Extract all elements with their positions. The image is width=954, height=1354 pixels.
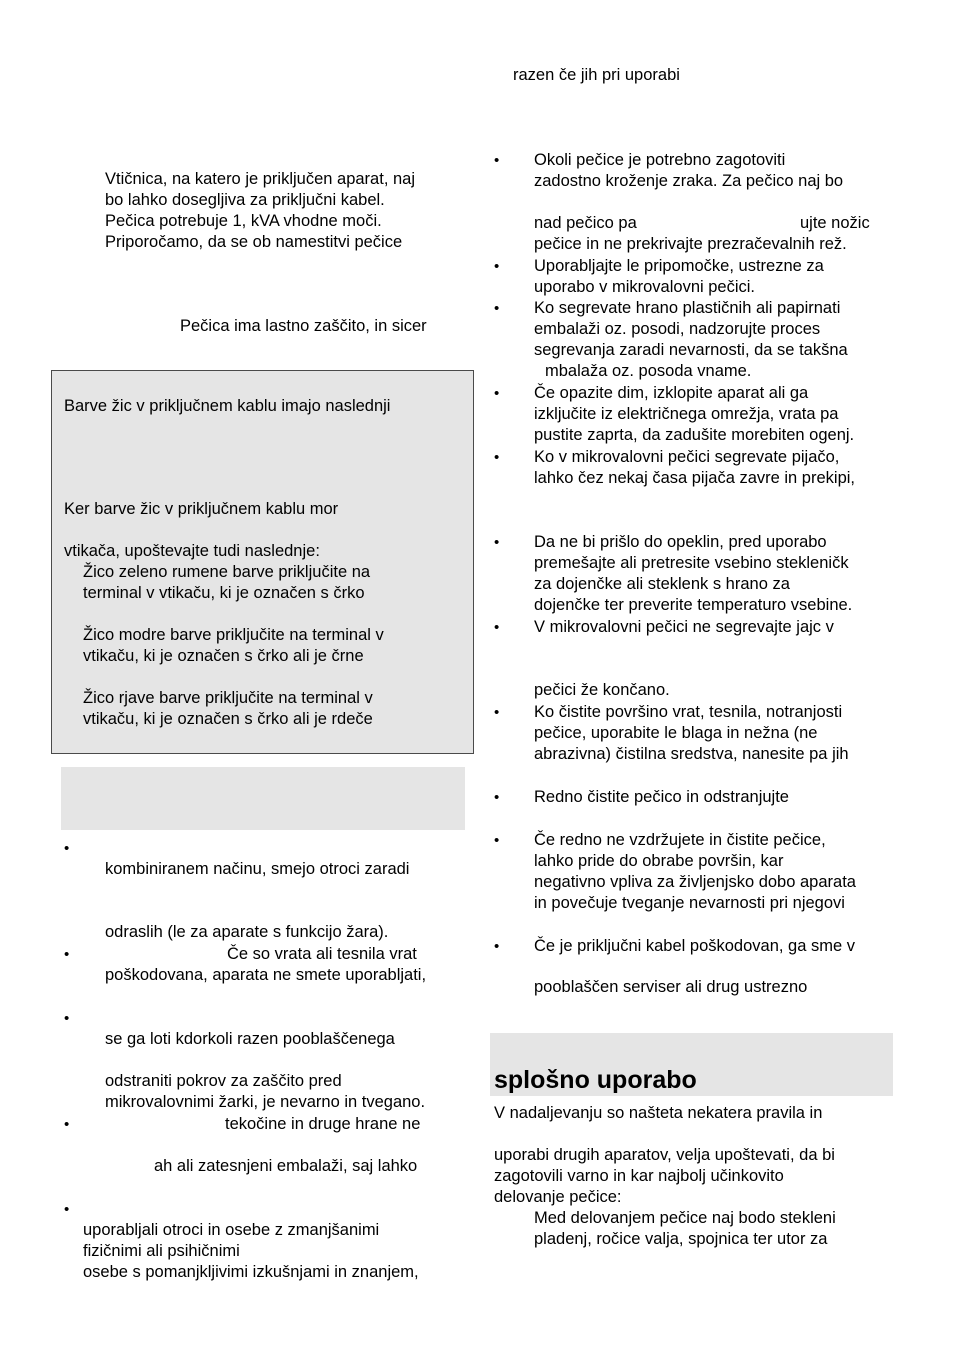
bullet: • bbox=[64, 840, 70, 857]
right-line: Da ne bi prišlo do opeklin, pred uporabo bbox=[534, 533, 827, 551]
right-line: ujte nožic bbox=[800, 214, 870, 232]
protection-line: Pečica ima lastno zaščito, in sicer bbox=[180, 317, 427, 335]
right-line: Redno čistite pečico in odstranjujte bbox=[534, 788, 789, 806]
bullet: • bbox=[64, 1116, 70, 1133]
bullet: • bbox=[64, 946, 70, 963]
safety-line: ah ali zatesnjeni embalaži, saj lahko bbox=[154, 1157, 418, 1175]
general-use-heading: splošno uporabo bbox=[494, 1066, 697, 1094]
intro-line: Pečica potrebuje 1, kVA vhodne moči. bbox=[105, 212, 382, 230]
bullet: • bbox=[494, 258, 500, 275]
safety-line: tekočine in druge hrane ne bbox=[225, 1115, 421, 1133]
general-line: Med delovanjem pečice naj bodo stekleni bbox=[534, 1209, 836, 1227]
intro-line: Priporočamo, da se ob namestitvi pečice bbox=[105, 233, 403, 251]
right-line: za dojenčke ali steklenk s hrano za bbox=[534, 575, 790, 593]
brown-wire-line: vtikaču, ki je označen s črko ali je rdeče bbox=[83, 710, 373, 728]
right-line: Okoli pečice je potrebno zagotoviti bbox=[534, 151, 786, 169]
general-line: delovanje pečice: bbox=[494, 1188, 622, 1206]
safety-line: mikrovalovnimi žarki, je nevarno in tvegano. bbox=[105, 1093, 426, 1111]
right-line: nad pečico pa bbox=[534, 214, 637, 232]
bullet: • bbox=[494, 385, 500, 402]
safety-line: se ga loti kdorkoli razen pooblaščenega bbox=[105, 1030, 395, 1048]
safety-line: poškodovana, aparata ne smete uporabljati, bbox=[105, 966, 427, 984]
right-line: pooblaščen serviser ali drug ustrezno bbox=[534, 978, 808, 996]
safety-line: osebe s pomanjkljivimi izkušnjami in znanjem, bbox=[83, 1263, 419, 1281]
right-line: lahko čez nekaj časa pijača zavre in prekipi, bbox=[534, 469, 856, 487]
right-line: Ko segrevate hrano plastičnih ali papirnati bbox=[534, 299, 841, 317]
bullet: • bbox=[494, 832, 500, 849]
bullet: • bbox=[494, 152, 500, 169]
general-line: pladenj, ročice valja, spojnica ter utor za bbox=[534, 1230, 828, 1248]
bullet: • bbox=[494, 789, 500, 806]
right-line: Ko čistite površino vrat, tesnila, notranjosti bbox=[534, 703, 843, 721]
bullet: • bbox=[494, 300, 500, 317]
bullet: • bbox=[494, 704, 500, 721]
intro-line: bo lahko dosegljiva za priključni kabel. bbox=[105, 191, 385, 209]
bullet: • bbox=[64, 1201, 70, 1218]
wire-box-line: Ker barve žic v priključnem kablu mor bbox=[64, 500, 339, 518]
right-line: pečice, uporabite le blaga in nežna (ne bbox=[534, 724, 818, 742]
right-line: premešajte ali pretresite vsebino stekleničk bbox=[534, 554, 849, 572]
right-line: segrevanja zaradi nevarnosti, da se takšna bbox=[534, 341, 848, 359]
right-line: in povečuje tveganje nevarnosti pri njegovi bbox=[534, 894, 845, 912]
right-line: Če redno ne vzdržujete in čistite pečice, bbox=[534, 831, 826, 849]
bullet: • bbox=[494, 534, 500, 551]
safety-line: uporabljali otroci in osebe z zmanjšanimi bbox=[83, 1221, 380, 1239]
right-line: zadostno kroženje zraka. Za pečico naj bo bbox=[534, 172, 844, 190]
right-line: embalaži oz. posodi, nadzorujte proces bbox=[534, 320, 821, 338]
green-wire-line: Žico zeleno rumene barve priključite na bbox=[83, 563, 371, 581]
safety-line: odstraniti pokrov za zaščito pred bbox=[105, 1072, 342, 1090]
bullet: • bbox=[64, 1010, 70, 1027]
brown-wire-line: Žico rjave barve priključite na terminal v bbox=[83, 689, 373, 707]
blue-wire-line: vtikaču, ki je označen s črko ali je črne bbox=[83, 647, 364, 665]
right-line: Če opazite dim, izklopite aparat ali ga bbox=[534, 384, 809, 402]
intro-line: Vtičnica, na katero je priključen aparat, naj bbox=[105, 170, 416, 188]
general-line: uporabi drugih aparatov, velja upoštevati, da bi bbox=[494, 1146, 835, 1164]
right-line: pustite zaprta, da zadušite morebiten ogenj. bbox=[534, 426, 855, 444]
bullet: • bbox=[494, 938, 500, 955]
wire-box-line: Barve žic v priključnem kablu imajo naslednji bbox=[64, 397, 391, 415]
right-line: pečici že končano. bbox=[534, 681, 670, 699]
wire-box-line: vtikača, upoštevajte tudi naslednje: bbox=[64, 542, 320, 560]
right-line: negativno vpliva za življenjsko dobo aparata bbox=[534, 873, 856, 891]
right-line: V mikrovalovni pečici ne segrevajte jajc v bbox=[534, 618, 834, 636]
general-line: zagotovili varno in kar najbolj učinkovito bbox=[494, 1167, 784, 1185]
right-line: pečice in ne prekrivajte prezračevalnih rež. bbox=[534, 235, 847, 253]
right-line: Uporabljajte le pripomočke, ustrezne za bbox=[534, 257, 824, 275]
right-top-line: razen če jih pri uporabi bbox=[513, 66, 680, 84]
safety-line: fizičnimi ali psihičnimi bbox=[83, 1242, 240, 1260]
green-wire-line: terminal v vtikaču, ki je označen s črko bbox=[83, 584, 365, 602]
safety-line: Če so vrata ali tesnila vrat bbox=[227, 945, 417, 963]
safety-heading-box bbox=[61, 767, 465, 830]
right-line: mbalaža oz. posoda vname. bbox=[545, 362, 752, 380]
right-line: Če je priključni kabel poškodovan, ga sme v bbox=[534, 937, 856, 955]
right-line: abrazivna) čistilna sredstva, nanesite pa jih bbox=[534, 745, 849, 763]
bullet: • bbox=[494, 619, 500, 636]
right-line: uporabo v mikrovalovni pečici. bbox=[534, 278, 756, 296]
blue-wire-line: Žico modre barve priključite na terminal v bbox=[83, 626, 384, 644]
safety-line: odraslih (le za aparate s funkcijo žara). bbox=[105, 923, 389, 941]
right-line: dojenčke ter preverite temperaturo vsebine. bbox=[534, 596, 853, 614]
right-line: Ko v mikrovalovni pečici segrevate pijačo, bbox=[534, 448, 840, 466]
right-line: lahko pride do obrabe površin, kar bbox=[534, 852, 784, 870]
safety-line: kombiniranem načinu, smejo otroci zaradi bbox=[105, 860, 410, 878]
bullet: • bbox=[494, 449, 500, 466]
general-line: V nadaljevanju so našteta nekatera pravila in bbox=[494, 1104, 823, 1122]
right-line: izključite iz električnega omrežja, vrata pa bbox=[534, 405, 839, 423]
